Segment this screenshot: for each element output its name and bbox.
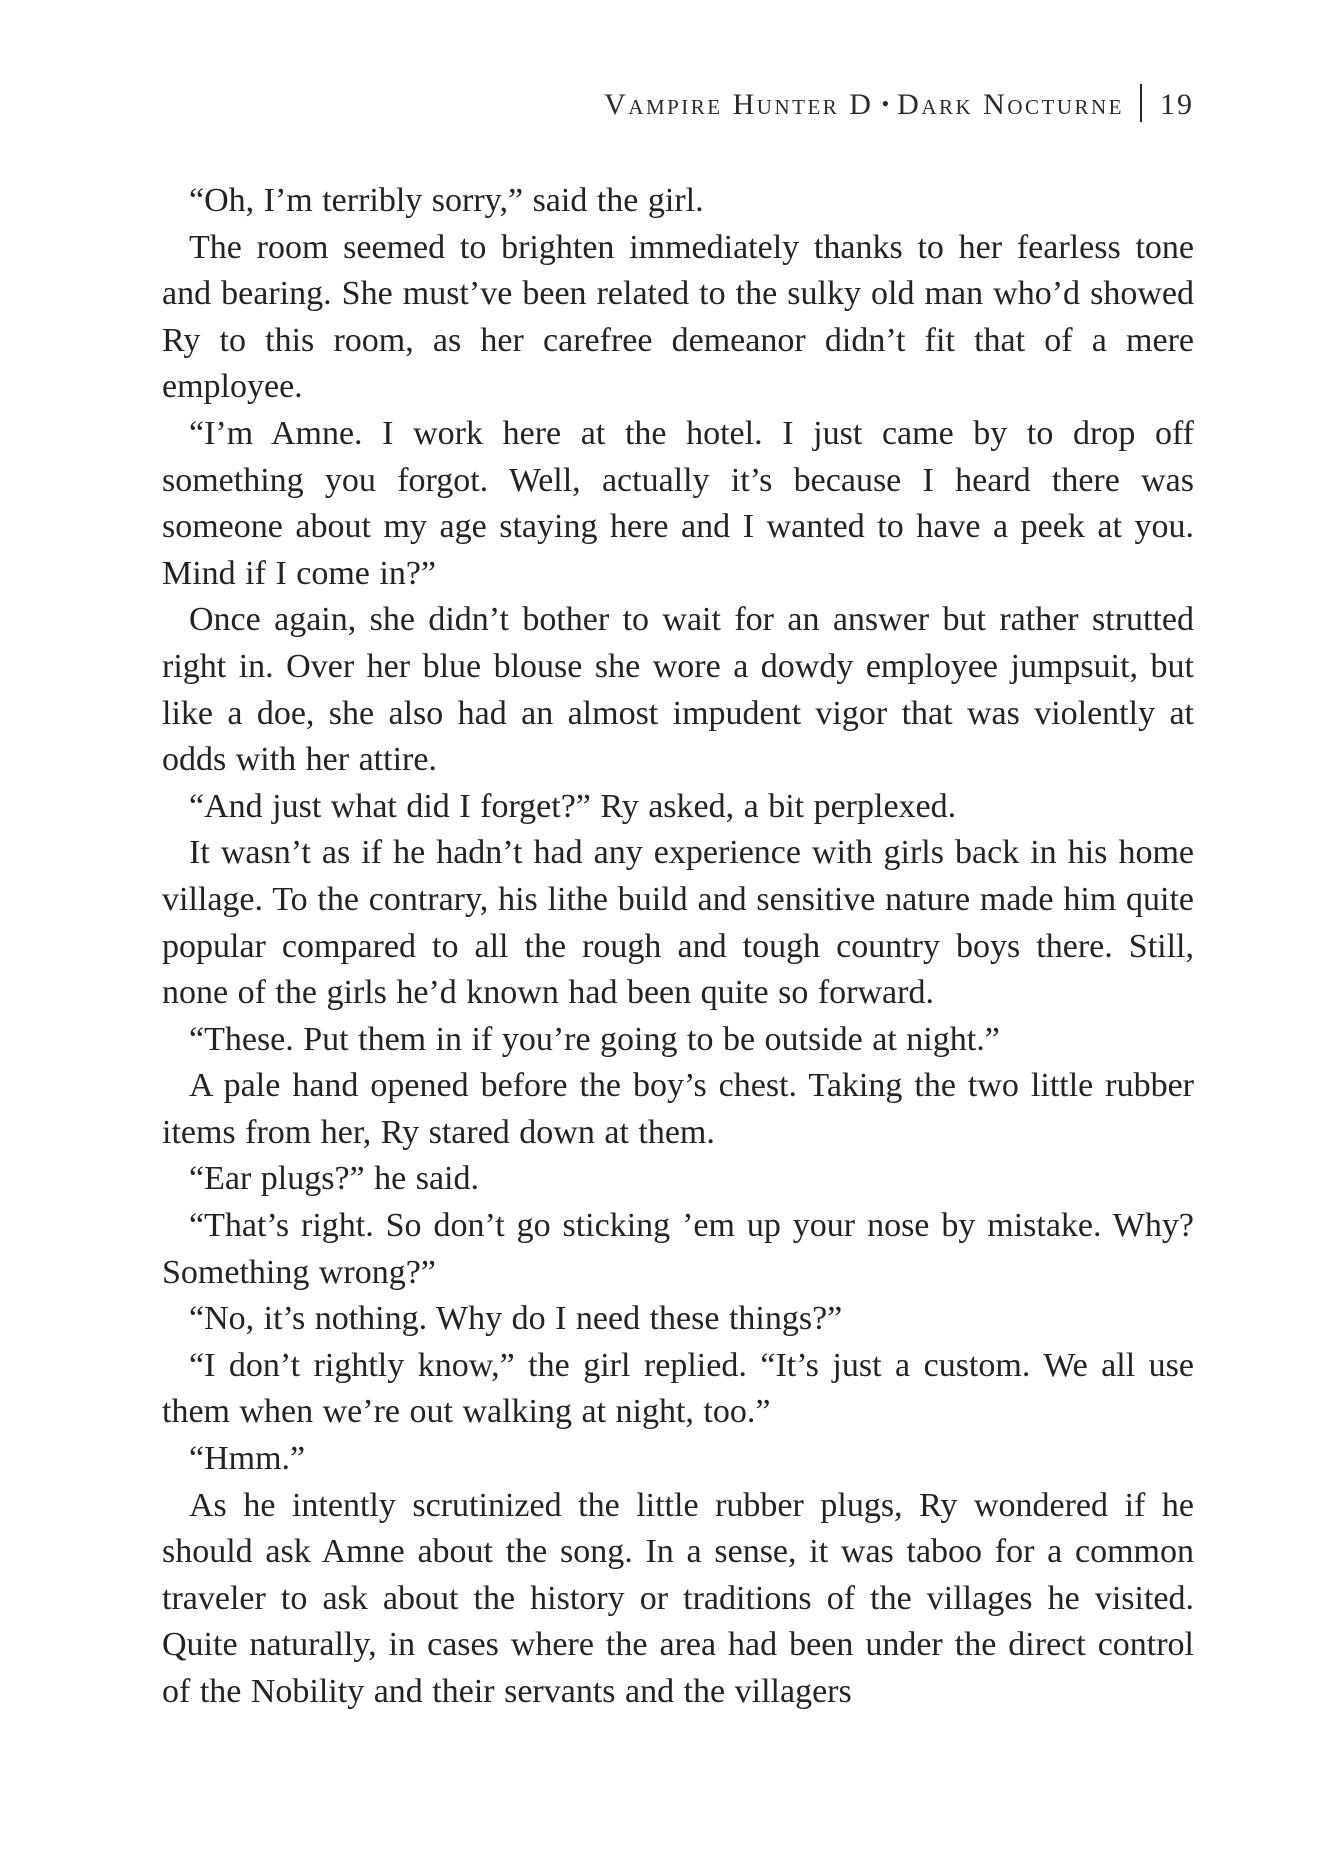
paragraph: It wasn’t as if he hadn’t had any experience with girls back in his home village. To the contrary, his lithe build and sensitive nature made him quite popular compared to all the rough and tough country boys there. Still, none of the girls he’d known had been quite so forward.: [162, 834, 1194, 1012]
bullet-separator-icon: •: [881, 91, 890, 116]
paragraph: Once again, she didn’t bother to wait for an answer but rather strutted right in. Over her blue blouse she wore a dowdy employee jumpsuit, but like a doe, she also had an almost impudent vigor that was violently at odds with her attire.: [162, 601, 1194, 779]
paragraph: “And just what did I forget?” Ry asked, a bit perplexed.: [189, 787, 957, 825]
page-number: 19: [1160, 88, 1194, 121]
paragraph: A pale hand opened before the boy’s chest. Taking the two little rubber items from her, Ry stared down at them.: [162, 1067, 1194, 1151]
header-rule: [1140, 84, 1142, 122]
paragraph: “These. Put them in if you’re going to be outside at night.”: [189, 1020, 1000, 1058]
page-text: [162, 178, 1194, 1716]
running-head: [0, 84, 1194, 125]
paragraph: The room seemed to brighten immediately thanks to her fearless tone and bearing. She must’ve been related to the sulky old man who’d showed Ry to this room, as her carefree demeanor didn’t fit that of a mere employee.: [162, 228, 1194, 406]
book-title: Dark Nocturne: [897, 88, 1124, 121]
paragraph: “Hmm.”: [189, 1440, 306, 1478]
paragraph: “I don’t rightly know,” the girl replied. “It’s just a custom. We all use them when we’re out walking at night, too.”: [162, 1346, 1194, 1431]
series-title: Vampire Hunter D: [604, 88, 874, 121]
paragraph: “Oh, I’m terribly sorry,” said the girl.: [189, 182, 704, 219]
paragraph: “No, it’s nothing. Why do I need these things?”: [189, 1300, 843, 1338]
paragraph: “Ear plugs?” he said.: [189, 1160, 479, 1198]
paragraph: “I’m Amne. I work here at the hotel. I just came by to drop off something you forgot. Well, actually it’s because I heard there was someone about my age staying here and I wanted to have a peek at you. Mind if I come in?”: [162, 414, 1194, 592]
paragraph: As he intently scrutinized the little rubber plugs, Ry wondered if he should ask Amne about the song. In a sense, it was taboo for a common traveler to ask about the history or traditions of the villages he visited. Quite naturally, in cases where the area had been under the direct control of the Nobility and their servants and the villagers: [162, 1486, 1194, 1710]
paragraph: “That’s right. So don’t go sticking ’em up your nose by mistake. Why? Something wrong?”: [162, 1207, 1194, 1291]
